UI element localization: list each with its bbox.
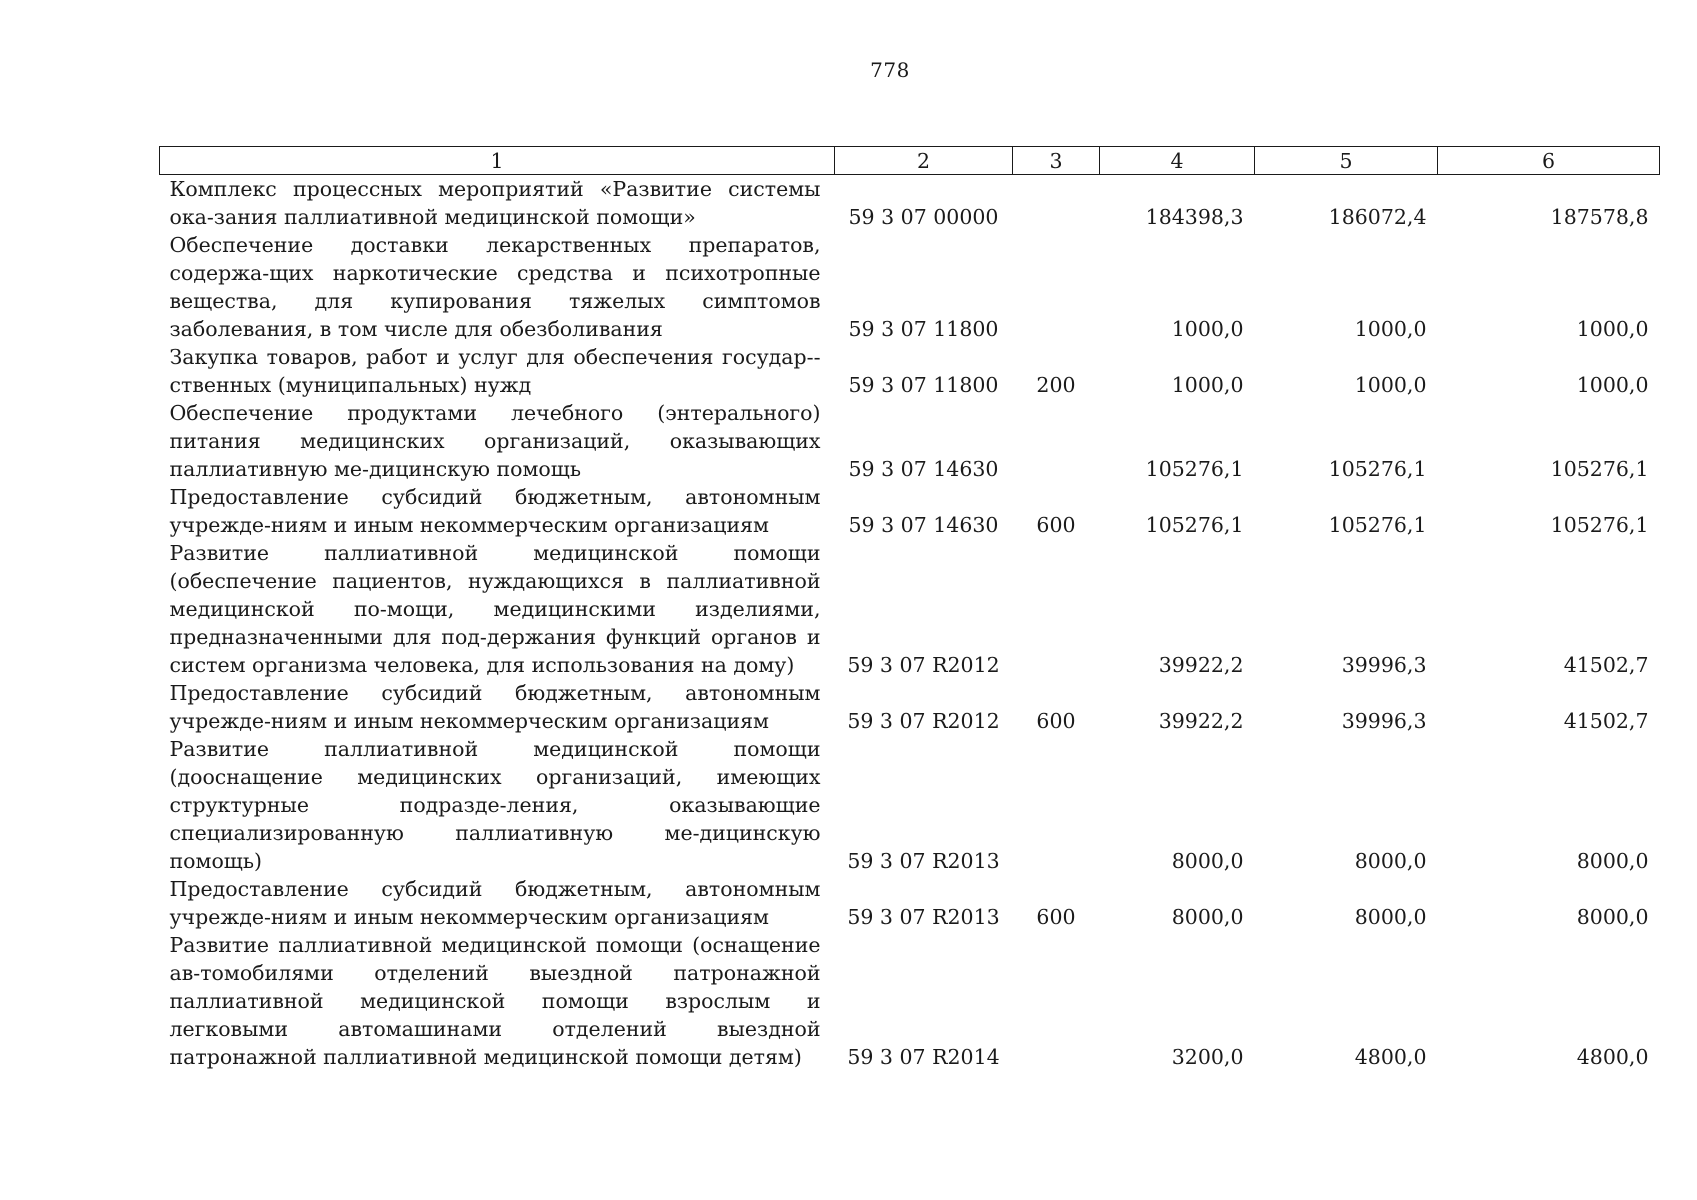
row-value-col-4: 1000,0 — [1171, 317, 1244, 341]
row-value-col-6: 105276,1 — [1550, 457, 1649, 481]
row-description: Комплекс процессных мероприятий «Развитие системы ока-зания паллиативной медицинской помощи» — [169, 177, 821, 229]
row-value-col-6: 4800,0 — [1576, 1045, 1649, 1069]
row-code: 59 3 07 14630 — [848, 457, 999, 481]
table-row — [160, 539, 1660, 679]
header-col-6: 6 — [1438, 147, 1660, 175]
row-value-col-4: 105276,1 — [1145, 457, 1244, 481]
row-expense-type: 200 — [1036, 373, 1076, 397]
row-code: 59 3 07 11800 — [848, 373, 999, 397]
table-row — [160, 175, 1660, 232]
row-description: Закупка товаров, работ и услуг для обеспечения государ-ственных (муниципальных) нужд — [169, 345, 821, 397]
header-col-4: 4 — [1100, 147, 1255, 175]
row-code: 59 3 07 00000 — [848, 205, 999, 229]
row-value-col-4: 105276,1 — [1145, 513, 1244, 537]
row-expense-type — [1013, 231, 1100, 343]
row-value-col-5: 39996,3 — [1341, 653, 1427, 677]
table-row — [160, 679, 1660, 735]
row-value-col-6: 8000,0 — [1576, 905, 1649, 929]
table-row — [160, 483, 1660, 539]
row-value-col-6: 8000,0 — [1576, 849, 1649, 873]
row-value-col-6: 1000,0 — [1576, 373, 1649, 397]
row-value-col-5: 8000,0 — [1354, 905, 1427, 929]
budget-table — [159, 146, 1660, 1071]
row-expense-type — [1013, 931, 1100, 1071]
header-row — [160, 147, 1660, 175]
table-header — [160, 147, 1660, 175]
row-code: 59 3 07 R2013 — [847, 905, 1000, 929]
row-value-col-5: 105276,1 — [1328, 457, 1427, 481]
table-row — [160, 231, 1660, 343]
header-col-5: 5 — [1255, 147, 1438, 175]
row-value-col-6: 41502,7 — [1563, 709, 1649, 733]
row-code: 59 3 07 R2012 — [847, 709, 1000, 733]
row-expense-type — [1013, 735, 1100, 875]
row-expense-type — [1013, 539, 1100, 679]
budget-table-container — [159, 146, 1659, 1071]
header-col-3: 3 — [1013, 147, 1100, 175]
row-expense-type — [1013, 175, 1100, 232]
row-value-col-5: 1000,0 — [1354, 373, 1427, 397]
page-number: 778 — [870, 58, 910, 82]
row-code: 59 3 07 11800 — [848, 317, 999, 341]
row-value-col-4: 3200,0 — [1171, 1045, 1244, 1069]
row-expense-type: 600 — [1036, 905, 1076, 929]
row-value-col-4: 184398,3 — [1145, 205, 1244, 229]
row-description: Обеспечение продуктами лечебного (энтерального) питания медицинских организаций, оказывающих паллиативную ме-дицинскую помощь — [169, 401, 821, 481]
row-value-col-6: 187578,8 — [1550, 205, 1649, 229]
table-row — [160, 399, 1660, 483]
row-expense-type — [1013, 399, 1100, 483]
row-code: 59 3 07 R2014 — [847, 1045, 1000, 1069]
row-expense-type: 600 — [1036, 709, 1076, 733]
row-value-col-4: 1000,0 — [1171, 373, 1244, 397]
row-description: Предоставление субсидий бюджетным, автономным учрежде-ниям и иным некоммерческим организациям — [169, 485, 821, 537]
row-expense-type: 600 — [1036, 513, 1076, 537]
table-row — [160, 343, 1660, 399]
row-value-col-4: 8000,0 — [1171, 849, 1244, 873]
row-value-col-5: 186072,4 — [1328, 205, 1427, 229]
row-description: Развитие паллиативной медицинской помощи (дооснащение медицинских организаций, имеющих структурные подразде-ления, оказывающие специализированную паллиативную ме-дицинскую помощь) — [169, 737, 821, 873]
row-value-col-5: 39996,3 — [1341, 709, 1427, 733]
row-description: Обеспечение доставки лекарственных препаратов, содержа-щих наркотические средства и психотропные вещества, для купирования тяжелых симптомов заболевания, в том числе для обезболивания — [169, 233, 821, 341]
header-col-2: 2 — [835, 147, 1013, 175]
row-code: 59 3 07 R2013 — [847, 849, 1000, 873]
row-code: 59 3 07 R2012 — [847, 653, 1000, 677]
row-value-col-4: 39922,2 — [1158, 653, 1244, 677]
table-row — [160, 735, 1660, 875]
row-value-col-4: 8000,0 — [1171, 905, 1244, 929]
row-value-col-5: 1000,0 — [1354, 317, 1427, 341]
row-code: 59 3 07 14630 — [848, 513, 999, 537]
row-description: Развитие паллиативной медицинской помощи (обеспечение пациентов, нуждающихся в паллиативной медицинской по-мощи, медицинскими изделиями, предназначенными для под-держания функций органов и систем организма человека, для использования на дому) — [169, 541, 821, 677]
header-col-1: 1 — [160, 147, 835, 175]
row-value-col-5: 8000,0 — [1354, 849, 1427, 873]
row-value-col-4: 39922,2 — [1158, 709, 1244, 733]
row-value-col-5: 4800,0 — [1354, 1045, 1427, 1069]
row-value-col-6: 105276,1 — [1550, 513, 1649, 537]
row-description: Развитие паллиативной медицинской помощи (оснащение ав-томобилями отделений выездной патронажной паллиативной медицинской помощи взрослым и легковыми автомашинами отделений выездной патронажной паллиативной медицинской помощи детям) — [169, 933, 821, 1069]
table-body — [160, 175, 1660, 1072]
row-value-col-6: 41502,7 — [1563, 653, 1649, 677]
table-row — [160, 931, 1660, 1071]
row-value-col-5: 105276,1 — [1328, 513, 1427, 537]
row-description: Предоставление субсидий бюджетным, автономным учрежде-ниям и иным некоммерческим организациям — [169, 681, 821, 733]
table-row — [160, 875, 1660, 931]
row-value-col-6: 1000,0 — [1576, 317, 1649, 341]
row-description: Предоставление субсидий бюджетным, автономным учрежде-ниям и иным некоммерческим организациям — [169, 877, 821, 929]
